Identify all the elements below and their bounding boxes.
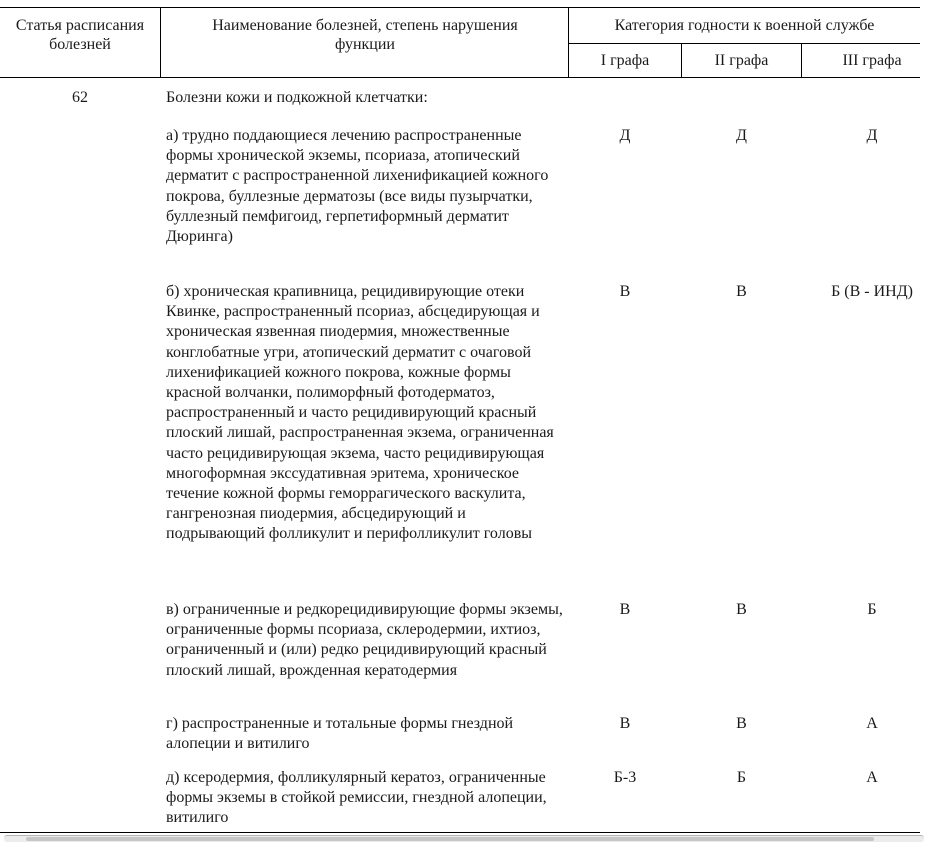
header-article-column: Статья расписания болезней	[15, 17, 145, 53]
scrollbar-thumb[interactable]	[26, 837, 874, 841]
table-row-a-graph-1: Д	[619, 127, 631, 144]
table-row-g-graph-2: В	[736, 715, 747, 732]
header-graph-3: III графа	[842, 52, 902, 69]
header-name-column: Наименование болезней, степень нарушения функции	[212, 17, 518, 53]
table-row-b-graph-1: В	[619, 283, 631, 300]
table-row-g-graph-1: В	[619, 715, 631, 732]
table-row-v-graph-3: Б	[867, 601, 877, 618]
table-row-b-graph-2: В	[736, 283, 747, 300]
table-row-v-graph-1: В	[619, 601, 631, 618]
table-row-v-text: в) ограниченные и редкорецидивирующие формы экземы, ограниченные формы псориаза, склеродермии, ихтиоз, ограниченный и (или) редко рецидивирующий красный плоский лишай, врожденная кератодермия	[166, 601, 563, 679]
table-row-d-text: д) ксеродермия, фолликулярный кератоз, ограниченные формы экземы в стойкой ремиссии, гнездной алопеции, витилиго	[166, 769, 547, 827]
table-top-rule	[0, 7, 920, 8]
header-graph-2: II графа	[714, 52, 769, 69]
table-row-a-graph-3: Д	[866, 127, 878, 144]
table-row-d-graph-3: А	[866, 769, 878, 786]
table-row-d-graph-1: Б-3	[613, 769, 637, 786]
table-bottom-rule	[0, 832, 920, 833]
table-row-b-text: б) хроническая крапивница, рецидивирующие отеки Квинке, распространенный псориаз, абсцедирующая и хроническая язвенная пиодермия, множественные конглобатные угри, атопический дерматит с очаговой лихенификацией кожного покрова, кожные формы красной волчанки, полиморфный фотодерматоз, распространенный и часто рецидивирующий красный плоский лишай, распространенная экзема, ограниченная часто рецидивирующая экзема, часто рецидивирующая многоформная экссудативная эритема, хроническое течение кожной формы геморрагического васкулита, гангренозная пиодермия, абсцедирующий и подрывающий фолликулит и перифолликулит головы	[166, 283, 554, 543]
article-title: Болезни кожи и подкожной клетчатки:	[166, 89, 428, 106]
header-graph-1: I графа	[600, 52, 650, 69]
table-row-a-text: а) трудно поддающиеся лечению распространенные формы хронической экземы, псориаза, атопический дерматит с распространенной лихенификацией кожного покрова, буллезные дерматозы (все виды пузырчатки, буллезный пемфигоид, герпетиформный дерматит Дюринга)	[166, 127, 549, 246]
category-header-rule	[568, 43, 920, 44]
table-row-g-graph-3: А	[866, 715, 878, 732]
table-row-g-text: г) распространенные и тотальные формы гнездной алопеции и витилиго	[166, 715, 514, 753]
header-category-column: Категория годности к военной службе	[614, 17, 875, 34]
article-number: 62	[72, 89, 88, 106]
header-bottom-rule	[0, 77, 920, 78]
table-row-v-graph-2: В	[736, 601, 747, 618]
table-row-d-graph-2: Б	[736, 769, 747, 786]
table-row-a-graph-2: Д	[736, 127, 747, 144]
column-divider-1	[160, 7, 161, 78]
table-row-b-graph-3: Б (В - ИНД)	[831, 283, 913, 300]
